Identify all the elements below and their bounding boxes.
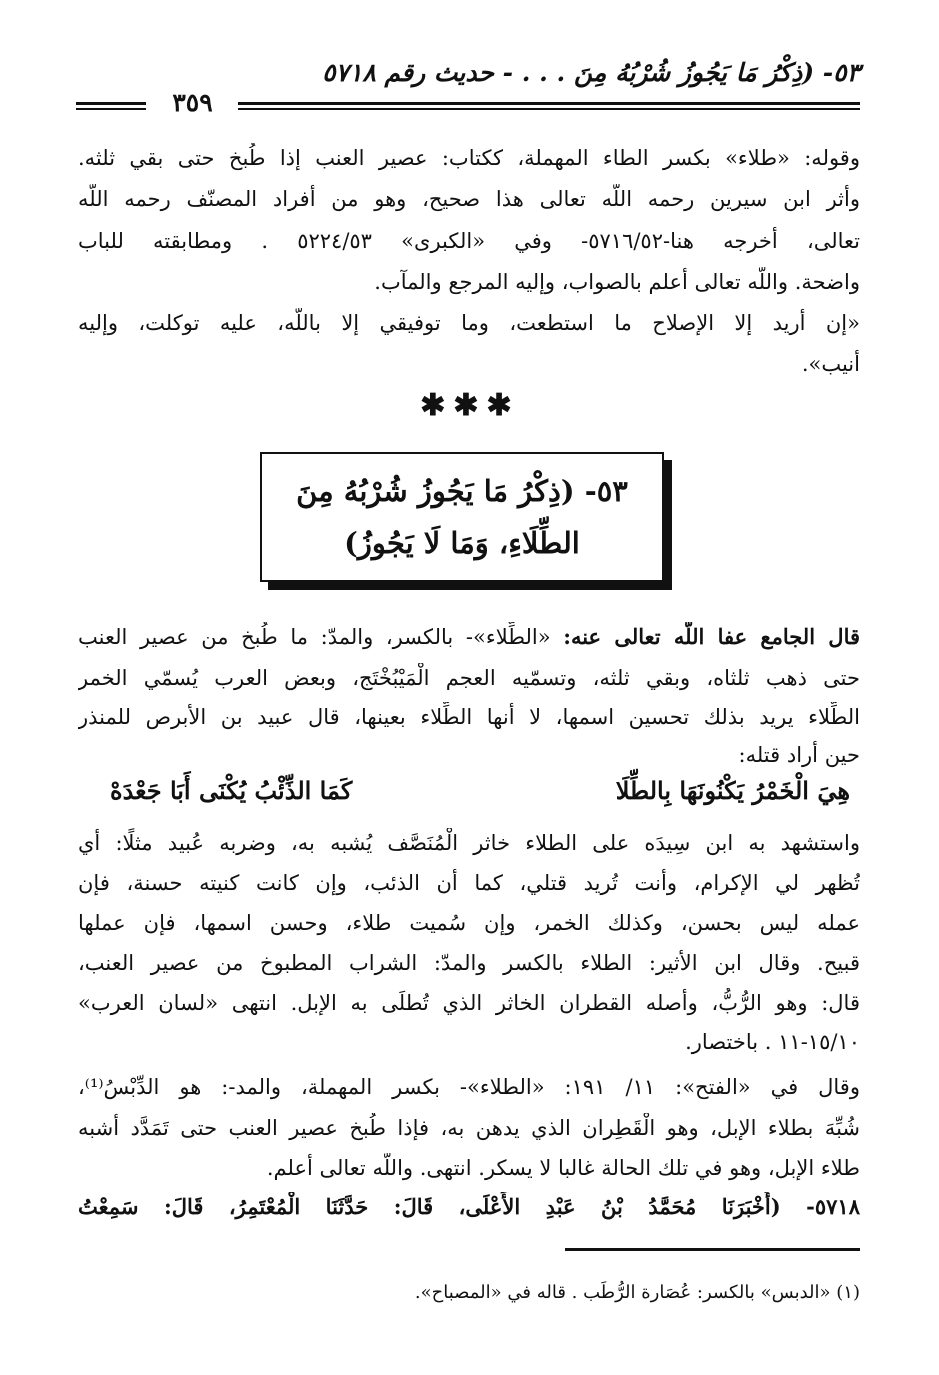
paragraph-line: «إن أريد إلا الإصلاح ما استطعت، وما توفيقي إلا باللَّه، عليه توكلت، وإليه	[78, 311, 860, 335]
poetry-verse	[110, 776, 850, 805]
chapter-title-line-2: الطِّلَاءِ، وَمَا لَا يَجُوزُ)	[344, 526, 580, 560]
chapter-heading-box	[260, 452, 664, 582]
paragraph-line: أنيب».	[801, 352, 860, 376]
hadith-isnad-line: ٥٧١٨- (أَخْبَرَنَا مُحَمَّدُ بْنُ عَبْدِ الأَعْلَى، قَالَ: حَدَّثَنَا الْمُعْتَمِرُ، قَالَ: سَمِعْتُ	[78, 1194, 860, 1219]
page-number: ٣٥٩	[172, 88, 213, 117]
paragraph-line: وقوله: «طلاء» بكسر الطاء المهملة، ككتاب: عصير العنب إذا طُبخ حتى بقي ثلثه.	[78, 146, 860, 170]
paragraph-line: تعالى، أخرجه هنا-٥٧١٦/٥٢- وفي «الكبرى» ٥٢٢٤/٥٣ . ومطابقته للباب	[78, 229, 860, 253]
paragraph-line: ١٥/١٠-١١ . باختصار.	[685, 1030, 860, 1054]
paragraph-line: عمله ليس بحسن، وكذلك الخمر، وإن سُميت طلاء، وحسن اسمها، فإن عملها	[78, 911, 860, 935]
paragraph-line: حين أراد قتله:	[738, 743, 860, 767]
paragraph-line: واضحة. واللَّه تعالى أعلم بالصواب، وإليه المرجع والمآب.	[374, 270, 860, 294]
paragraph-line: واستشهد به ابن سِيدَه على الطلاء خاثر الْمُنَصَّف يُشبه به، وضربه عُبيد مثلًا: أي	[78, 831, 860, 855]
header-rule-right-thin	[238, 108, 860, 110]
footnote: (١) «الدبس» بالكسر: عُصَارة الرُّطَب . قاله في «المصباح».	[414, 1282, 860, 1303]
footnote-rule	[565, 1248, 860, 1251]
section-separator: ✱✱✱	[420, 388, 520, 423]
paragraph-line: قال الجامع عفا اللَّه تعالى عنه: «الطِّلاء»- بالكسر، والمدّ: ما طُبخ من عصير العنب	[78, 624, 860, 649]
paragraph-line: الطِّلاء يريد بذلك تحسين اسمها، لا أنها الطِّلاء بعينها، قال عبيد بن الأبرص للمنذر	[78, 705, 860, 729]
lead-phrase: قال الجامع عفا اللَّه تعالى عنه:	[563, 624, 860, 649]
running-header-title: ٥٣- (ذِكْرُ مَا يَجُوزُ شُرْبُهُ مِنَ . . . - حديث رقم ٥٧١٨	[322, 58, 860, 87]
paragraph-line: قبيح. وقال ابن الأثير: الطلاء بالكسر والمدّ: الشراب المطبوخ من عصير العنب،	[78, 951, 860, 975]
paragraph-line: شُبِّهَ بطلاء الإبل، وهو الْقَطِران الذي يدهن به، فإذا طُبخ عصير العنب حتى تَمَدَّد أشبه	[78, 1116, 860, 1140]
paragraph-line: طلاء الإبل، وهو في تلك الحالة غالبا لا يسكر. انتهى. واللَّه تعالى أعلم.	[266, 1156, 860, 1180]
paragraph-line: وقال في «الفتح»: ١١/ ١٩١: «الطلاء»- بكسر المهملة، والمد-: هو الدِّبْسُ⁽¹⁾،	[78, 1075, 860, 1099]
verse-hemistich-first: هِيَ الْخَمْرُ يَكْنُونَهَا بِالطِّلَا	[615, 776, 850, 805]
header-rule-left	[76, 102, 146, 105]
header-rule-left-thin	[76, 108, 146, 110]
paragraph-line: وأثر ابن سيرين رحمه اللَّه تعالى هذا صحيح، وهو من أفراد المصنّف رحمه اللَّه	[78, 187, 860, 211]
paragraph-line: قال: وهو الرُّبُّ، وأصله القطران الخاثر الذي تُطلَى به الإبل. انتهى «لسان العرب»	[78, 991, 860, 1015]
paragraph-line: تُظهر لي الإكرام، وأنت تُريد قتلي، كما أن الذئب، وإن كانت كنيته حسنة، فإن	[78, 871, 860, 895]
header-rule-right	[238, 102, 860, 105]
paragraph-line: حتى ذهب ثلثاه، وبقي ثلثه، وتسمّيه العجم الْمَيْبُخْتَج، وبعض العرب يُسمّي الخمر	[78, 666, 860, 690]
verse-hemistich-second: كَمَا الذِّئْبُ يُكْنَى أَبَا جَعْدَهْ	[110, 776, 353, 805]
chapter-title-line-1: ٥٣- (ذِكْرُ مَا يَجُوزُ شُرْبُهُ مِنَ	[296, 474, 628, 508]
